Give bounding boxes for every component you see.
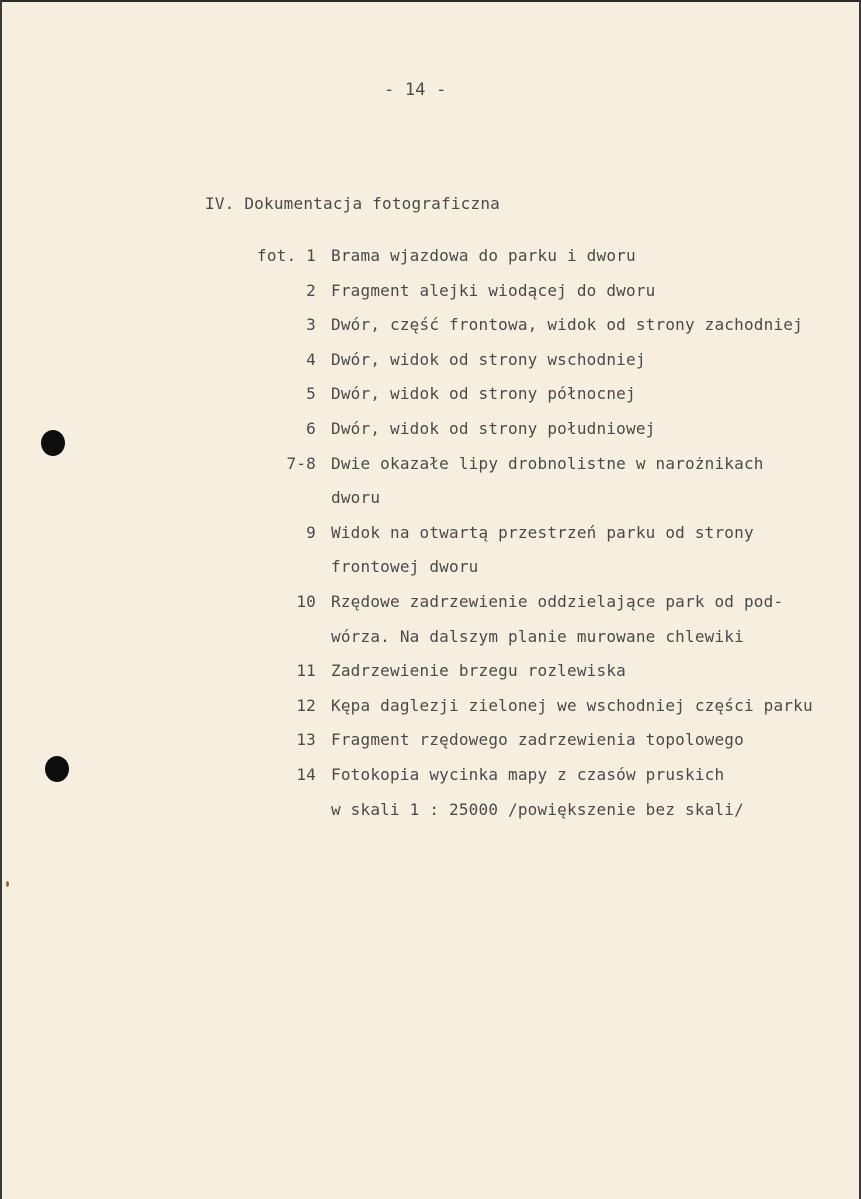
photo-caption: Widok na otwartą przestrzeń parku od strony	[331, 522, 754, 542]
page-edge-left	[0, 0, 2, 1199]
photo-number: 14	[296, 765, 316, 784]
photo-caption: Dwie okazałe lipy drobnolistne w narożnikach	[331, 453, 764, 473]
photo-number: 6	[306, 419, 316, 438]
photo-number: 4	[306, 349, 316, 369]
punch-hole	[41, 430, 65, 456]
photo-number: 10	[296, 592, 316, 611]
photo-number: 2	[306, 280, 316, 300]
photo-number: 13	[296, 730, 316, 750]
section-heading: IV. Dokumentacja fotograficzna	[205, 194, 500, 213]
photo-caption: Dwór, widok od strony południowej	[331, 419, 656, 438]
photo-caption: Brama wjazdowa do parku i dworu	[331, 246, 636, 265]
photo-caption: dworu	[331, 488, 381, 508]
paper-speck	[6, 881, 9, 887]
photo-number: 3	[306, 315, 316, 335]
photo-number: 9	[306, 522, 316, 542]
photo-caption: Kępa daglezji zielonej we wschodniej części parku	[331, 695, 813, 715]
photo-caption: wórza. Na dalszym planie murowane chlewiki	[331, 626, 744, 646]
photo-caption: frontowej dworu	[331, 557, 479, 577]
page-number: - 14 -	[384, 80, 447, 100]
photo-caption: Zadrzewienie brzegu rozlewiska	[331, 661, 626, 681]
photo-number: 11	[296, 661, 316, 681]
photo-number: fot. 1	[257, 246, 316, 265]
photo-caption: Fotokopia wycinka mapy z czasów pruskich	[331, 765, 725, 784]
photo-caption: Fragment alejki wiodącej do dworu	[331, 280, 656, 300]
photo-caption: Dwór, widok od strony wschodniej	[331, 349, 646, 369]
punch-hole	[45, 756, 69, 782]
photo-number: 12	[296, 695, 316, 715]
photo-number: 5	[306, 384, 316, 404]
photo-caption: Rzędowe zadrzewienie oddzielające park od pod-	[331, 592, 784, 611]
page-edge-top	[0, 0, 861, 2]
photo-caption: Dwór, widok od strony północnej	[331, 384, 636, 404]
photo-caption: Dwór, część frontowa, widok od strony zachodniej	[331, 315, 803, 335]
photo-caption: w skali 1 : 25000 /powiększenie bez skali/	[331, 799, 744, 819]
photo-caption: Fragment rzędowego zadrzewienia topolowego	[331, 730, 744, 750]
photo-number: 7-8	[286, 453, 316, 473]
